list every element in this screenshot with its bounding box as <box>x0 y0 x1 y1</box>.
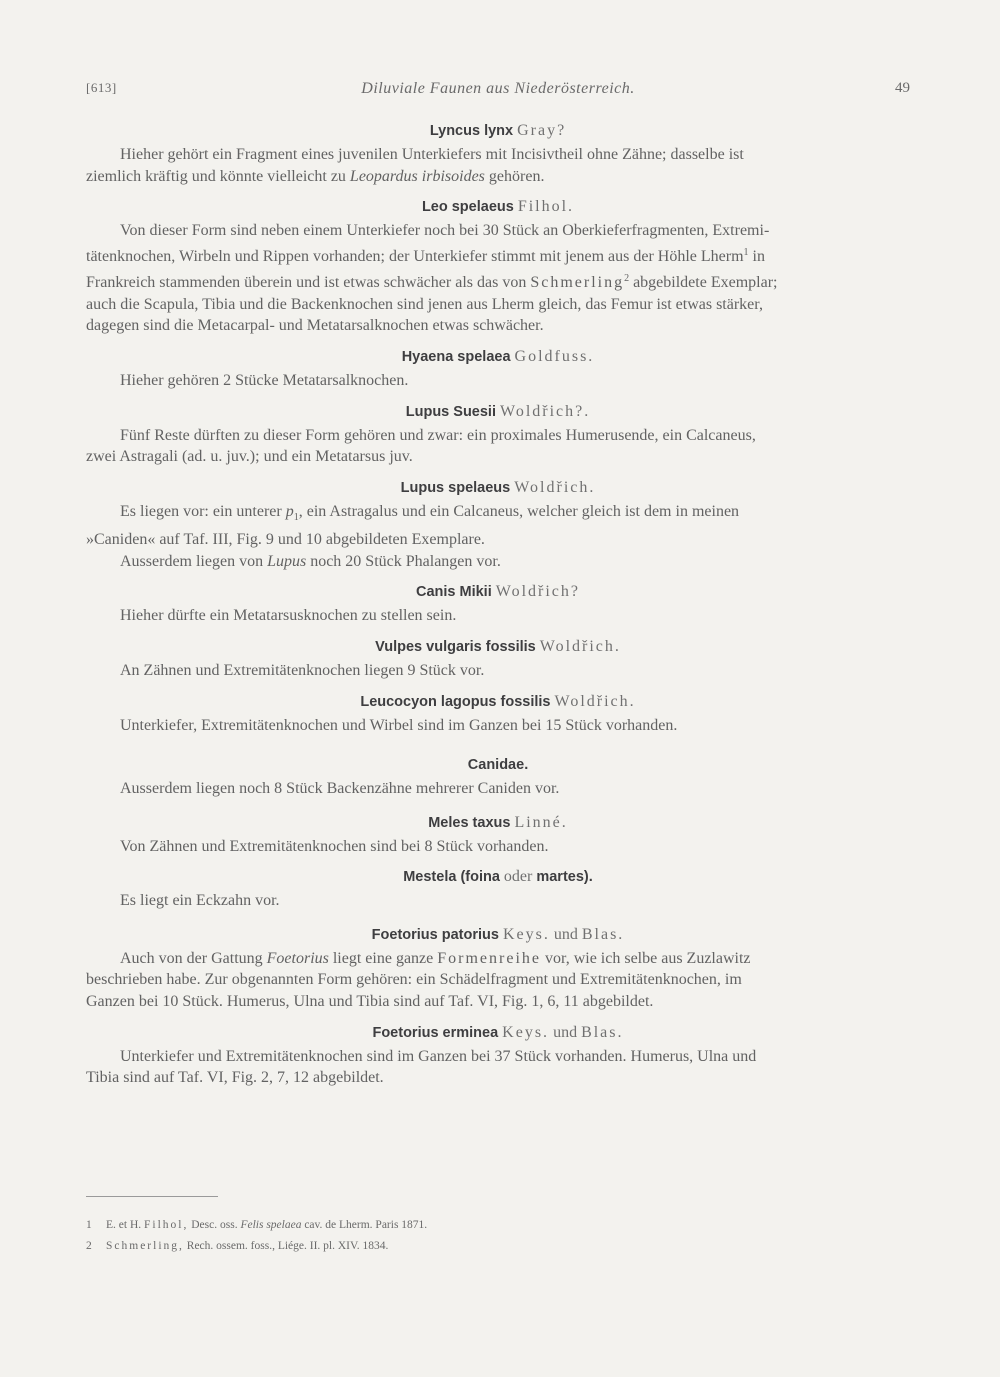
section-heading-hyaena-spelaea: Hyaena spelaea Goldfuss. <box>401 347 595 365</box>
paragraph-meles-taxus: Von Zähnen und Extremitätenknochen sind bei 8 Stück vorhanden. <box>120 838 549 856</box>
running-title: Diluviale Faunen aus Niederösterreich. <box>361 80 635 97</box>
section-heading-canidae: Canidae. <box>467 757 529 774</box>
footnote-ref-1: 1 <box>743 247 749 259</box>
paragraph-vulpes-vulgaris: An Zähnen und Extremitätenknochen liegen 9 Stück vor. <box>120 662 485 680</box>
section-heading-vulpes-vulgaris: Vulpes vulgaris fossilis Woldřich. <box>375 638 621 656</box>
section-heading-canis-mikii: Canis Mikii Woldřich? <box>416 583 580 601</box>
page-body: Lyncus lynx Gray? Hieher gehört ein Fragment eines juvenilen Unterkiefers mit Incisivtheil ohne Zähne; dasselbe ist ziemlich kräftig und könnte vielleicht zu Leopardus irbisoides gehören. Leo spelaeus Filhol. Von dieser Form sind neben einem Unterkiefer noch bei 30 Stück an Oberkieferfragmenten, Extremi- tätenknochen, Wirbeln und Rippen vorhanden; der Unterkiefer stimmt mit jenem aus der Höhle Lherm$^1$ in Frankreich stammenden überein und ist etwas schwächer als das von Schmerling$^2$ abgebildete Exemplar; auch die Scapula, Tibia und die Backenknochen sind jenen aus Lherm gleich, das Femur ist etwas stärker, dagegen sind die Metacarpal- und Metatarsalknochen etwas schwächer. Hyaena spelaea Goldfuss. Hieher gehören 2 Stücke Metatarsalknochen. Lupus Suesii Woldřich?. Fünf Reste dürften zu dieser Form gehören und zwar: ein proximales Humerusende, ein Calcaneus, zwei Astragali (ad. u. juv.); und ein Metatarsus juv. Lupus spelaeus Woldřich. Es liegen vor: ein unterer $p_1$, ein Astragalus und ein Calcaneus, welcher gleich ist dem in meinen »Caniden« auf Taf. III, Fig. 9 und 10 abgebildeten Exemplare. Ausserdem liegen von Lupus noch 20 Stück Phalangen vor. Canis Mikii Woldřich? Hieher dürfte ein Metatarsusknochen zu stellen sein. Vulpes vulgaris fossilis Woldřich. An Zähnen und Extremitätenknochen liegen 9 Stück vor. Leucocyon lagopus fossilis Woldřich. Unterkiefer, Extremitätenknochen und Wirbel sind im Ganzen bei 15 Stück vorhanden. Canidae. Ausserdem liegen noch 8 Stück Backenzähne mehrerer Caniden vor. Meles taxus Linné. Von Zähnen und Extremitätenknochen sind bei 8 Stück vorhanden. Mestela (foina oder martes). Es liegt ein Eckzahn vor. Foetorius patorius Keys. und Blas. Auch von der Gattung Foetorius liegt eine ganze Formenreihe vor, wie ich selbe aus Zuzlawitz beschrieben habe. Zur obgenannten Form gehören: ein Schädelfragment und Extremitätenknochen, im Ganzen bei 10 Stück. Humerus, Ulna und Tibia sind auf Taf. VI, Fig. 1, 6, 11 abgebildet. Foetorius erminea Keys. und Blas. Unterkiefer und Extremitätenknochen sind im Ganzen bei 37 Stück vorhanden. Humerus, Ulna und Tibia sind auf Taf. VI, Fig. 2, 7, 12 abgebildet. <box>86 118 910 1089</box>
footnote-1: 1 E. et H. Filhol, Desc. oss. Felis spelaea cav. de Lherm. Paris 1871. <box>86 1219 428 1231</box>
paragraph-foetorius-patorius: Auch von der Gattung Foetorius liegt eine ganze Formenreihe vor, wie ich selbe aus Zuzlawitz <box>120 949 751 967</box>
paragraph-lyncus-lynx-cont: ziemlich kräftig und könnte vielleicht zu Leopardus irbisoides gehören. <box>86 167 545 185</box>
page-number: 49 <box>895 80 910 96</box>
paragraph-lupus-suesii: Fünf Reste dürften zu dieser Form gehören und zwar: ein proximales Humerusende, ein Calcaneus, <box>120 426 756 444</box>
page-reference: [613] <box>86 80 117 95</box>
paragraph-leo-spelaeus: Von dieser Form sind neben einem Unterkiefer noch bei 30 Stück an Oberkieferfragmenten, Extremi- <box>120 222 770 240</box>
section-heading-foetorius-patorius: Foetorius patorius Keys. und Blas. <box>371 925 625 943</box>
section-heading-leucocyon-lagopus: Leucocyon lagopus fossilis Woldřich. <box>360 692 636 710</box>
section-heading-leo-spelaeus: Leo spelaeus Filhol. <box>421 198 575 216</box>
paragraph-canis-mikii: Hieher dürfte ein Metatarsusknochen zu stellen sein. <box>120 607 457 625</box>
page-header <box>86 80 910 100</box>
section-heading-foetorius-erminea: Foetorius erminea Keys. und Blas. <box>372 1023 624 1041</box>
footnote-ref-2: 2 <box>624 272 630 284</box>
footnote-divider <box>86 1196 218 1197</box>
paragraph-hyaena-spelaea: Hieher gehören 2 Stücke Metatarsalknochen. <box>120 371 409 389</box>
footnotes <box>86 1215 427 1257</box>
section-heading-mestela: Mestela (foina oder martes). <box>403 867 593 885</box>
paragraph-foetorius-erminea: Unterkiefer und Extremitätenknochen sind im Ganzen bei 37 Stück vorhanden. Humerus, Ulna und <box>120 1047 757 1065</box>
paragraph-lyncus-lynx: Hieher gehört ein Fragment eines juvenilen Unterkiefers mit Incisivtheil ohne Zähne; dasselbe ist <box>120 146 744 163</box>
paragraph-leucocyon-lagopus: Unterkiefer, Extremitätenknochen und Wirbel sind im Ganzen bei 15 Stück vorhanden. <box>120 716 678 734</box>
section-heading-lupus-spelaeus: Lupus spelaeus Woldřich. <box>400 479 596 497</box>
footnote-2: 2 Schmerling, Rech. ossem. foss., Liége. II. pl. XIV. 1834. <box>86 1240 389 1252</box>
section-heading-meles-taxus: Meles taxus Linné. <box>428 814 568 832</box>
section-heading-lyncus-lynx: Lyncus lynx Gray? <box>429 122 567 139</box>
paragraph-lupus-spelaeus: Es liegen vor: ein unterer $p_1$, ein Astragalus und ein Calcaneus, welcher gleich ist dem in meinen <box>120 503 740 524</box>
section-heading-lupus-suesii: Lupus Suesii Woldřich?. <box>405 402 591 420</box>
paragraph-mestela: Es liegt ein Eckzahn vor. <box>120 891 280 909</box>
paragraph-canidae: Ausserdem liegen noch 8 Stück Backenzähne mehrerer Caniden vor. <box>120 780 560 798</box>
